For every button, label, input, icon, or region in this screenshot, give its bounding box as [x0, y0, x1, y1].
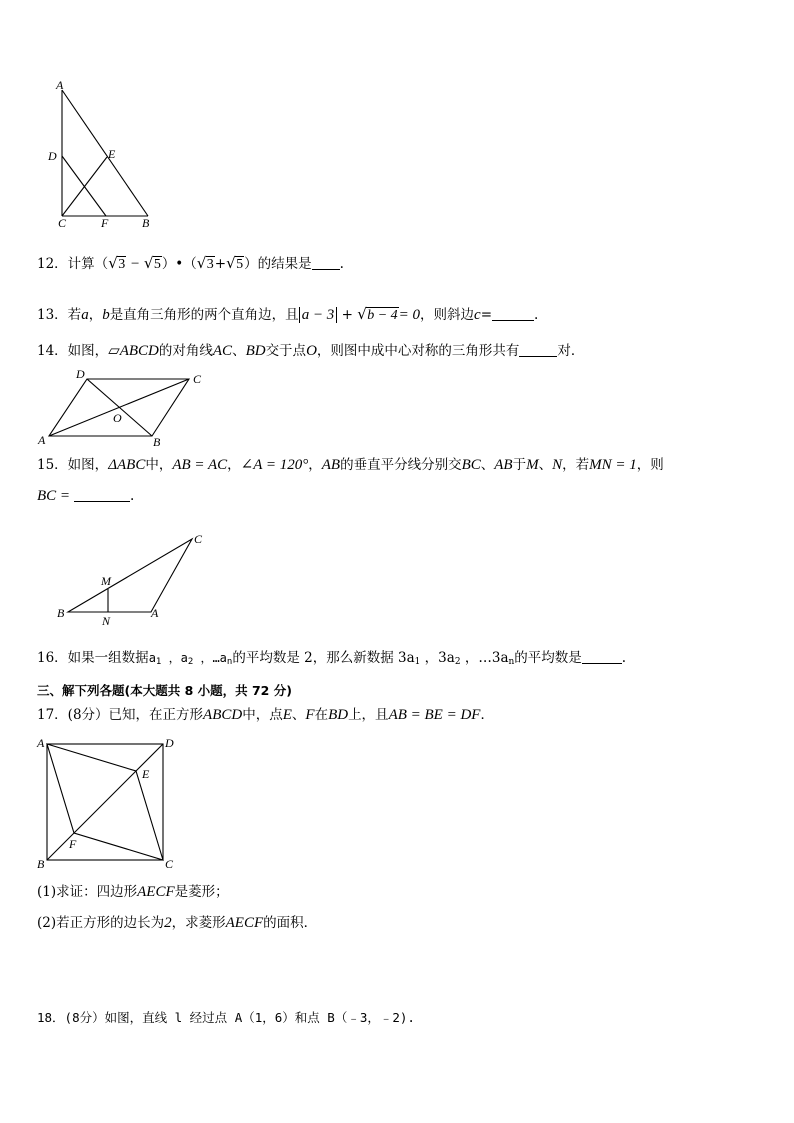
q17-equation: AB = BE = DF — [388, 707, 481, 723]
q16-subnb: n — [508, 657, 515, 667]
sqrt-5b: √ 5 — [226, 254, 244, 272]
label-a: A — [37, 736, 45, 750]
q17-p2-end: 的面积． — [263, 915, 318, 931]
label-d: D — [76, 367, 85, 381]
q13-eq: = — [480, 307, 493, 323]
question-16 — [37, 648, 626, 672]
q16-text2: ，3a — [420, 650, 455, 666]
q17-aecf: AECF — [137, 884, 175, 900]
label-c: C — [193, 372, 202, 386]
q17-p1-end: 是菱形； — [174, 884, 229, 900]
q13-mid: 是直角三角形的两个直角边，且 — [109, 307, 299, 323]
q16-a2: a — [180, 651, 188, 665]
q15-ab2: AB — [494, 457, 513, 473]
q17-text3: 上，且 — [348, 707, 389, 723]
q14-sep: 、 — [232, 343, 246, 359]
q17-aecf2: AECF — [225, 915, 264, 931]
label-b: B — [57, 606, 65, 620]
q17-number: 17．(8分）已知，在正方形 — [37, 707, 204, 723]
answer-blank-13[interactable] — [492, 306, 534, 321]
q16-text1: 的平均数是 2，那么新数据 3a — [232, 650, 415, 666]
q17-p2-text: (2)若正方形的边长为 — [37, 915, 165, 931]
var-c: c — [474, 307, 481, 323]
triangle-abc: ΔABC — [108, 457, 146, 473]
q16-dots: ，…a — [193, 651, 227, 665]
q13-period: . — [534, 307, 539, 323]
q16-period: . — [621, 650, 627, 666]
q13-tail: ，则斜边 — [420, 307, 475, 323]
q17-text1: 中，点 — [242, 707, 283, 723]
q14-text1: 的对角线 — [158, 343, 213, 359]
q15-text5: ，则 — [636, 457, 664, 473]
q15-text3: 于 — [512, 457, 527, 473]
answer-blank-15[interactable] — [74, 487, 130, 502]
q17-abcd: ABCD — [203, 707, 243, 723]
label-b: B — [153, 435, 161, 449]
q15-ab-eq-ac: AB = AC — [172, 457, 228, 473]
sqrt-5: √ 5 — [143, 254, 161, 272]
q15-period: . — [130, 488, 135, 504]
q15-sep4: 、 — [538, 457, 553, 473]
label-n: N — [102, 614, 111, 628]
q14-number: 14．如图， — [37, 343, 109, 359]
answer-blank-14[interactable] — [519, 342, 557, 357]
q12-times: ）•（ — [161, 256, 197, 272]
label-f: F — [69, 837, 77, 851]
q17-bd: BD — [328, 707, 349, 723]
q17-two: 2 — [164, 915, 172, 931]
sqrt-3b: √ 3 — [196, 254, 214, 272]
q17-e: E — [282, 707, 292, 723]
q17-text2: 在 — [314, 707, 329, 723]
label-a: A — [151, 606, 159, 620]
figure-q14 — [0, 360, 794, 450]
answer-blank-16[interactable] — [582, 649, 622, 664]
abs-a-minus-3: a − 3 — [299, 307, 338, 323]
label-b: B — [37, 857, 45, 871]
q12-end: ）的结果是 — [244, 256, 312, 272]
q15-sep1: ， — [227, 457, 241, 473]
q16-subn: n — [226, 657, 233, 667]
question-13: 13．若a，b是直角三角形的两个直角边，且 a − 3 + √ b − 4= 0，则斜边c= . — [37, 305, 538, 326]
label-d: D — [165, 736, 174, 750]
label-a: A — [56, 78, 64, 92]
q14-text4: 对． — [557, 343, 585, 359]
figure-q11 — [0, 0, 794, 240]
q13-equals-zero: = 0 — [398, 307, 421, 323]
q16-sub1b: 1 — [414, 657, 421, 667]
q14-text2: 交于点 — [265, 343, 307, 359]
q12-period: . — [339, 256, 344, 272]
q16-number: 16．如果一组数据 — [37, 650, 149, 666]
q17-p1-text: (1)求证：四边形 — [37, 884, 138, 900]
question-15 — [37, 455, 664, 475]
question-15-line2 — [37, 486, 134, 506]
label-b: B — [142, 216, 150, 230]
q14-bd: BD — [245, 343, 266, 359]
question-17 — [37, 705, 494, 725]
var-a: a — [81, 307, 89, 323]
var-b: b — [102, 307, 110, 323]
label-c: C — [194, 532, 203, 546]
q16-text3: ，…3a — [460, 650, 509, 666]
q14-o: O — [306, 343, 317, 359]
q16-text4: 的平均数是 — [514, 650, 582, 666]
sqrt-b-minus-4: √ b − 4 — [357, 305, 398, 323]
q17-p2-mid: ，求菱形 — [171, 915, 226, 931]
q16-sub1: 1 — [155, 657, 162, 667]
label-c: C — [165, 857, 174, 871]
q12-number: 12．计算（ — [37, 256, 109, 272]
label-e: E — [108, 147, 116, 161]
figure-q17 — [0, 730, 794, 875]
label-f: F — [101, 216, 109, 230]
figure-q15 — [0, 525, 794, 630]
q14-ac: AC — [212, 343, 233, 359]
q15-sep3: 、 — [480, 457, 495, 473]
q15-ab: AB — [321, 457, 341, 473]
q17-period: ． — [480, 707, 494, 723]
question-17-part1 — [37, 882, 229, 902]
q16-a1: a — [148, 651, 156, 665]
q17-f: F — [305, 707, 315, 723]
label-d: D — [48, 149, 57, 163]
q13-number: 13．若 — [37, 307, 82, 323]
label-e: E — [142, 767, 150, 781]
question-17-part2 — [37, 913, 317, 933]
q15-sep2: ， — [308, 457, 322, 473]
q15-text2: 的垂直平分线分别交 — [340, 457, 462, 473]
q15-mn: MN = 1 — [589, 457, 637, 473]
q15-bc: BC — [461, 457, 481, 473]
question-14 — [37, 341, 584, 361]
label-o: O — [113, 411, 122, 425]
label-a: A — [38, 433, 46, 447]
label-c: C — [58, 216, 67, 230]
q15-number: 15．如图， — [37, 457, 109, 473]
section-3-heading: 三、解下列各题(本大题共 8 小题，共 72 分) — [37, 683, 292, 698]
question-12: 12．计算（ √ 3 − √ 5）•（ √ 3+ √ 5）的结果是 . — [37, 254, 344, 275]
q17-sep: 、 — [291, 707, 306, 723]
q13-sep: ， — [88, 307, 103, 323]
q14-text3: ，则图中成中心对称的三角形共有 — [316, 343, 520, 359]
q16-sub2: 2 — [187, 657, 194, 667]
q15-n: N — [552, 457, 563, 473]
question-18: 18．(8分）如图，直线 l 经过点 A（1，6）和点 B（﹣3，﹣2). — [37, 1010, 415, 1025]
q16-comma: ， — [161, 651, 181, 665]
parallelogram-abcd: ▱ABCD — [108, 343, 159, 359]
q15-bc-eq: BC = — [37, 488, 71, 504]
q16-sub2b: 2 — [454, 657, 461, 667]
label-m: M — [101, 574, 111, 588]
q15-m: M — [526, 457, 539, 473]
answer-blank-12[interactable] — [312, 255, 340, 270]
sqrt-3: √ 3 — [108, 254, 126, 272]
q15-text1: 中， — [145, 457, 173, 473]
q15-text4: ，若 — [562, 457, 590, 473]
q15-angle: ∠A = 120° — [240, 457, 309, 473]
